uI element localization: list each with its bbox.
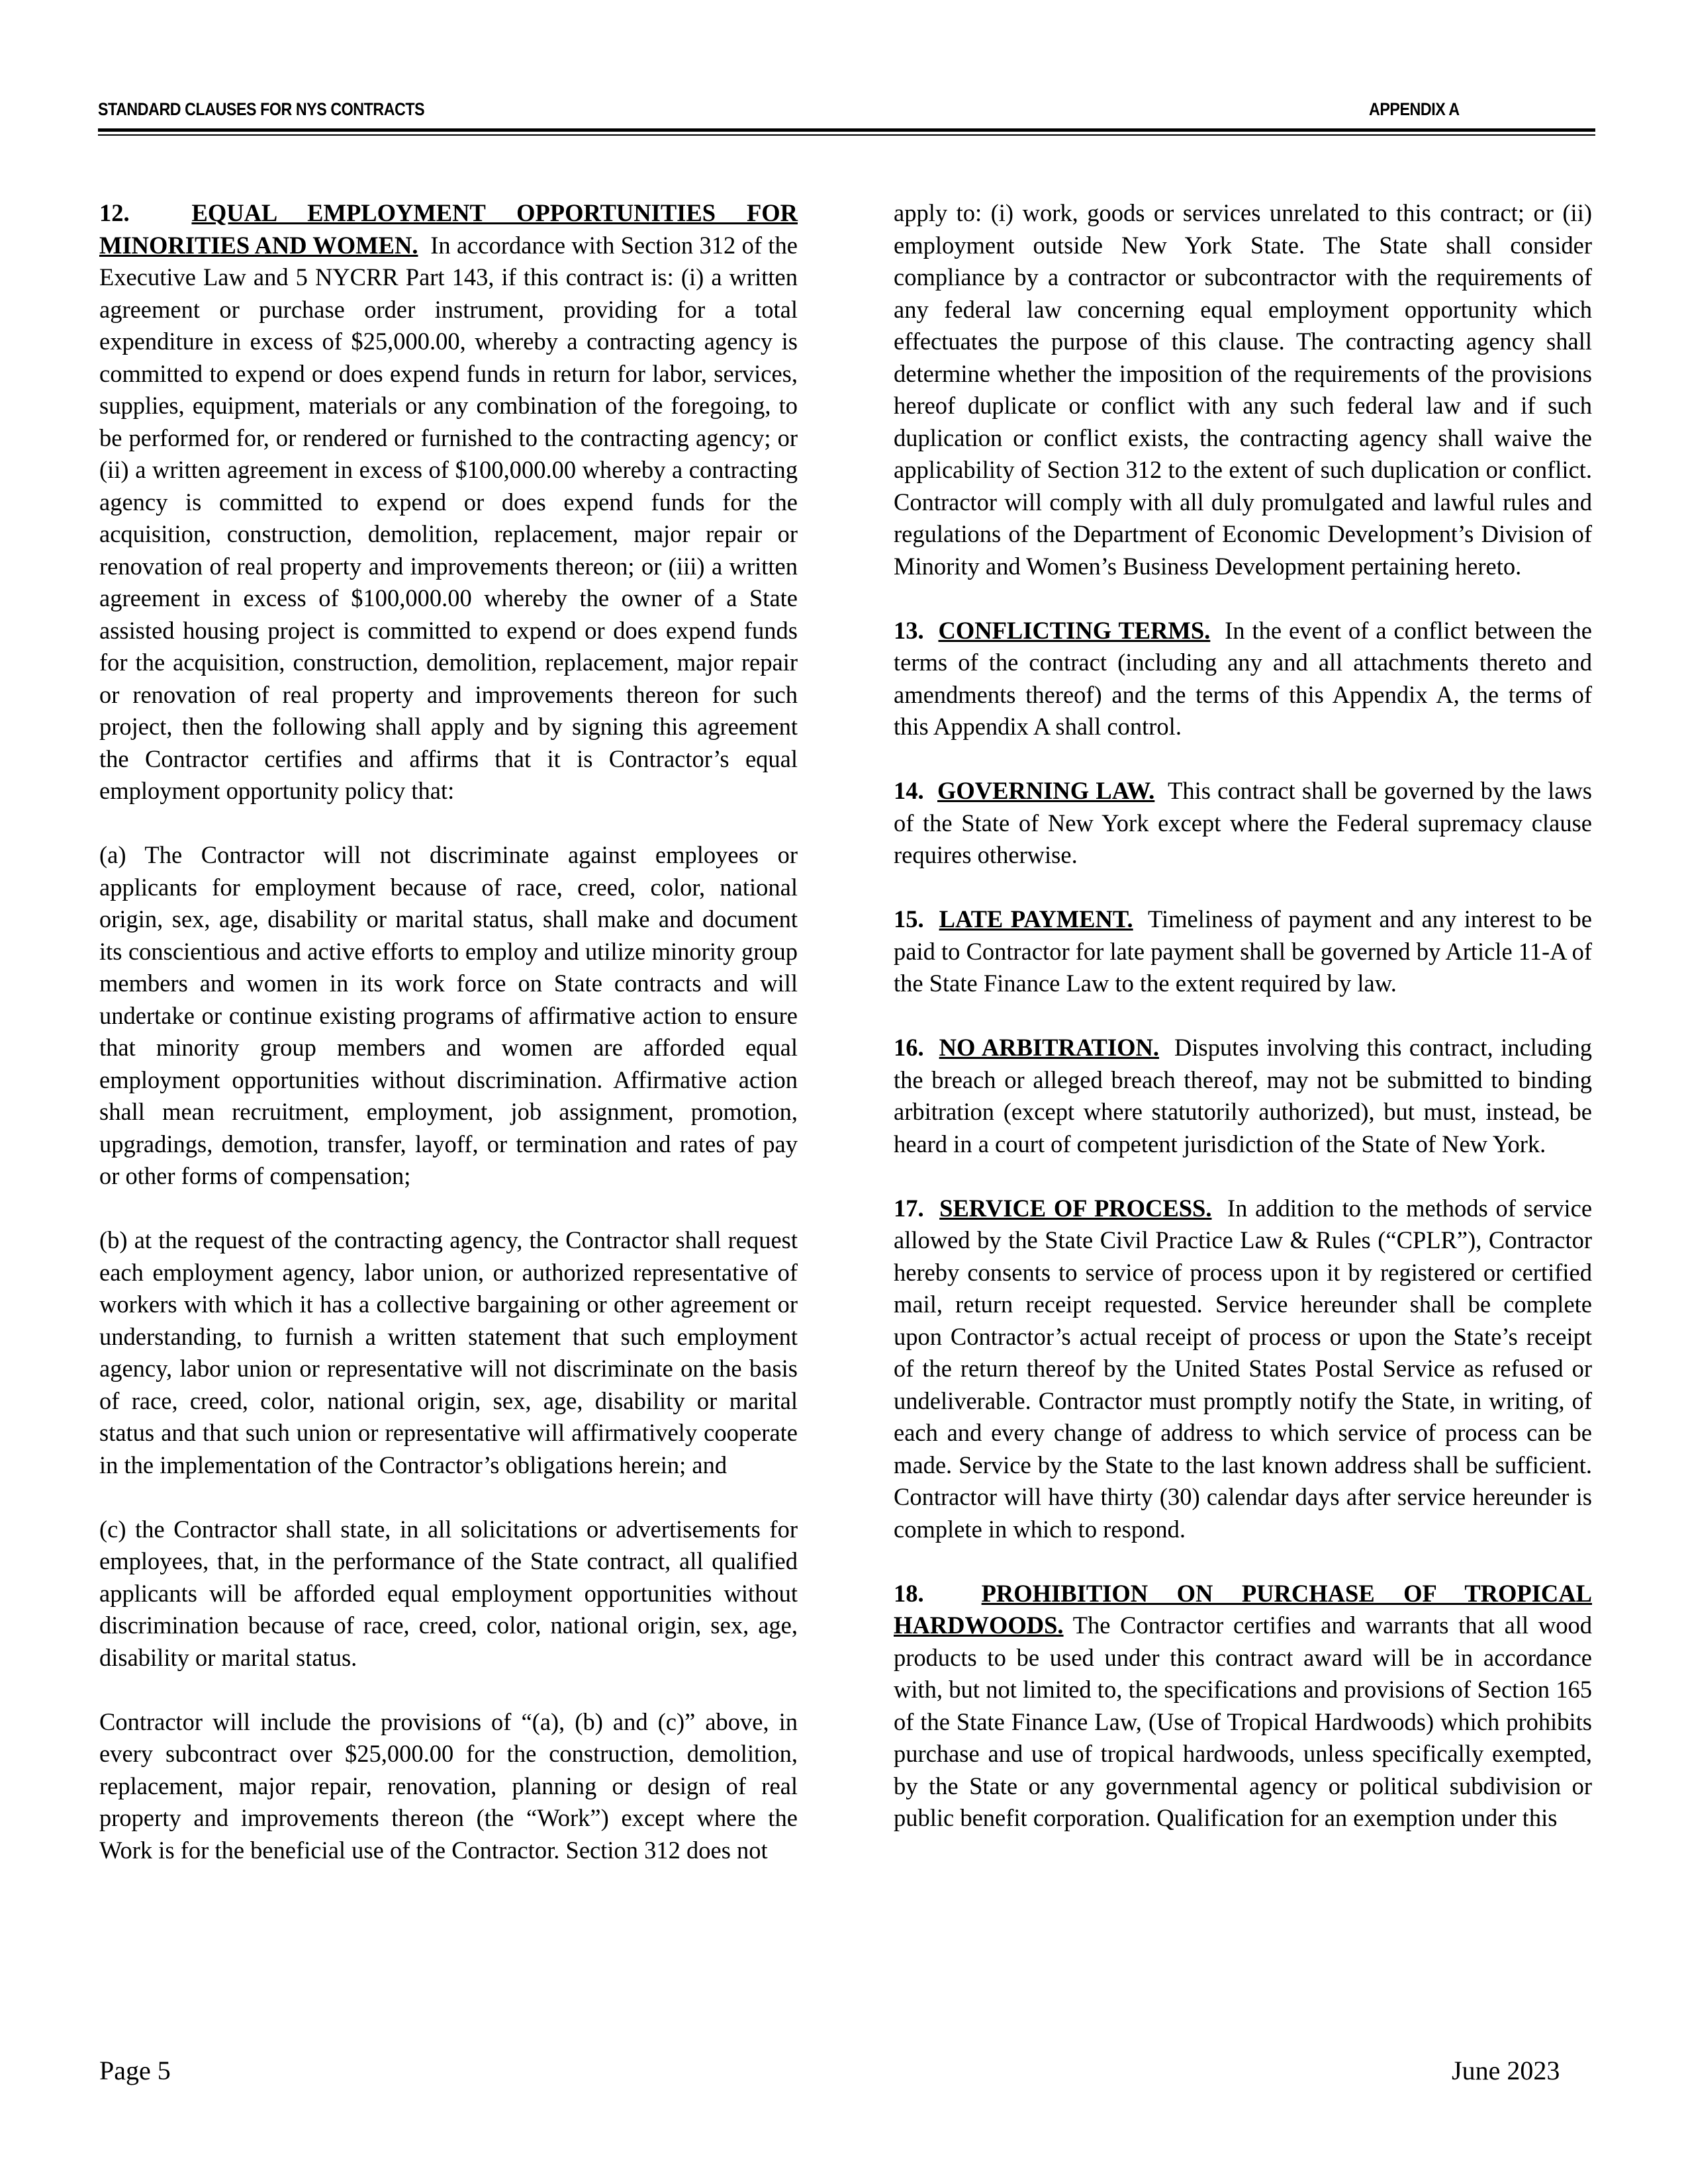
section-12 [99,197,798,807]
section-number: 12. [99,199,130,226]
section-title: SERVICE OF PROCESS. [939,1194,1212,1222]
paragraph-subcontract: Contractor will include the provisions of “(a), (b) and (c)” above, in every subcontract over $25,000.00 for the construction, demolition, replacement, major repair, renovation, planning or design of real property and improvements thereon (the “Work”) except where the Work is for the beneficial use of the Contractor. Section 312 does not [99,1707,798,1864]
right-column [894,197,1592,1835]
section-title: GOVERNING LAW. [937,777,1155,804]
section-16 [894,1032,1592,1160]
section-body: In accordance with Section 312 of the Executive Law and 5 NYCRR Part 143, if this contract is: (i) a written agreement or purchase order instrument, providing for a total expenditure in excess of $25,000.00, whereby a contracting agency is committed to expend or does expend funds in return for labor, services, supplies, equipment, materials or any combination of the foregoing, to be performed for, or rendered or furnished to the contracting agency; or (ii) a written agreement in excess of $100,000.00 whereby a contracting agency is committed to expend or does expend funds for the acquisition, construction, demolition, replacement, major repair or renovation of real property and improvements thereon; or (iii) a written agreement in excess of $100,000.00 whereby the owner of a State assisted housing project is committed to expend or does expend funds for the acquisition, construction, demolition, replacement, major repair or renovation of real property and improvements thereon for such project, then the following shall apply and by signing this agreement the Contractor certifies and affirms that it is Contractor’s equal employment opportunity policy that: [99,231,798,804]
section-title: NO ARBITRATION. [939,1034,1159,1061]
header-appendix: APPENDIX A [1369,99,1460,119]
section-number: 13. [894,616,924,644]
section-body: In the event of a conflict between the terms of the contract (including any and all attachments thereto and amendments thereof) and the terms of this Appendix A, the terms of this Appendix A shall control. [894,616,1592,740]
section-title: CONFLICTING TERMS. [938,616,1211,644]
section-number: 18. [894,1579,924,1607]
page-header [98,99,1595,126]
section-number: 14. [894,777,924,804]
section-title: PROHIBITION ON PURCHASE OF TROPICAL HARDWOODS. [894,1579,1593,1639]
page-number: Page 5 [99,2056,171,2085]
section-number: 15. [894,905,924,933]
section-number: 16. [894,1034,924,1061]
section-title: EQUAL EMPLOYMENT OPPORTUNITIES FOR MINORITIES AND WOMEN. [99,199,798,259]
paragraph-a: (a) The Contractor will not discriminate against employees or applicants for employment because of race, creed, color, national origin, sex, age, disability or marital status, shall make and document its conscientious and active efforts to employ and utilize minority group members and women in its work force on State contracts and will undertake or continue existing programs of affirmative action to ensure that minority group members and women are afforded equal employment opportunities without discrimination. Affirmative action shall mean recruitment, employment, job assignment, promotion, upgradings, demotion, transfer, layoff, or termination and rates of pay or other forms of compensation; [99,841,798,1189]
section-body: The Contractor certifies and warrants that all wood products to be used under this contract award will be in accordance with, but not limited to, the specifications and provisions of Section 165 of the State Finance Law, (Use of Tropical Hardwoods) which prohibits purchase and use of tropical hardwoods, unless specifically exempted, by the State or any governmental agency or political subdivision or public benefit corporation. Qualification for an exemption under this [894,1612,1593,1831]
section-13 [894,615,1592,743]
section-body: Disputes involving this contract, including the breach or alleged breach thereof, may not be submitted to binding arbitration (except where statutorily authorized), but must, instead, be heard in a court of competent jurisdiction of the State of New York. [894,1034,1592,1158]
section-17 [894,1193,1592,1546]
section-number: 17. [894,1194,924,1222]
section-15 [894,903,1592,1000]
header-rule-thin [98,134,1595,136]
section-body: In addition to the methods of service allowed by the State Civil Practice Law & Rules (“CPLR”), Contractor hereby consents to service of process upon it by registered or certified mail, return receipt requested. Service hereunder shall be complete upon Contractor’s actual receipt of process or upon the State’s receipt of the return thereof by the United States Postal Service as refused or undeliverable. Contractor must promptly notify the State, in writing, of each and every change of address to which service of process can be made. Service by the State to the last known address shall be sufficient. Contractor will have thirty (30) calendar days after service hereunder is complete in which to respond. [894,1194,1593,1543]
section-body: Timeliness of payment and any interest to be paid to Contractor for late payment shall be governed by Article 11-A of the State Finance Law to the extent required by law. [894,905,1592,997]
paragraph-c: (c) the Contractor shall state, in all solicitations or advertisements for employees, that, in the performance of the State contract, all qualified applicants will be afforded equal employment opportunities without discrimination because of race, creed, color, national origin, sex, age, disability or marital status. [99,1515,798,1671]
header-title: STANDARD CLAUSES FOR NYS CONTRACTS [98,99,425,119]
section-14 [894,775,1592,872]
section-12-continued: apply to: (i) work, goods or services unrelated to this contract; or (ii) employment outside New York State. The State shall consider compliance by a contractor or subcontractor with the requirements of any federal law concerning equal employment opportunity which effectuates the purpose of this clause. The contracting agency shall determine whether the imposition of the requirements of the provisions hereof duplicate or conflict with any such federal law and if such duplication or conflict exists, the contracting agency shall waive the applicability of Section 312 to the extent of such duplication or conflict. Contractor will comply with all duly promulgated and lawful rules and regulations of the Department of Economic Development’s Division of Minority and Women’s Business Development pertaining hereto. [894,199,1592,580]
section-18 [894,1578,1592,1835]
left-column [99,197,798,1866]
section-title: LATE PAYMENT. [939,905,1133,933]
header-rule-thick [98,128,1595,132]
document-date: June 2023 [1452,2056,1560,2085]
paragraph-b: (b) at the request of the contracting agency, the Contractor shall request each employment agency, labor union, or authorized representative of workers with which it has a collective bargaining or other agreement or understanding, to furnish a written statement that such employment agency, labor union or representative will not discriminate on the basis of race, creed, color, national origin, sex, age, disability or marital status and that such union or representative will affirmatively cooperate in the implementation of the Contractor’s obligations herein; and [99,1226,798,1479]
section-body: This contract shall be governed by the laws of the State of New York except where the Federal supremacy clause requires otherwise. [894,777,1593,868]
